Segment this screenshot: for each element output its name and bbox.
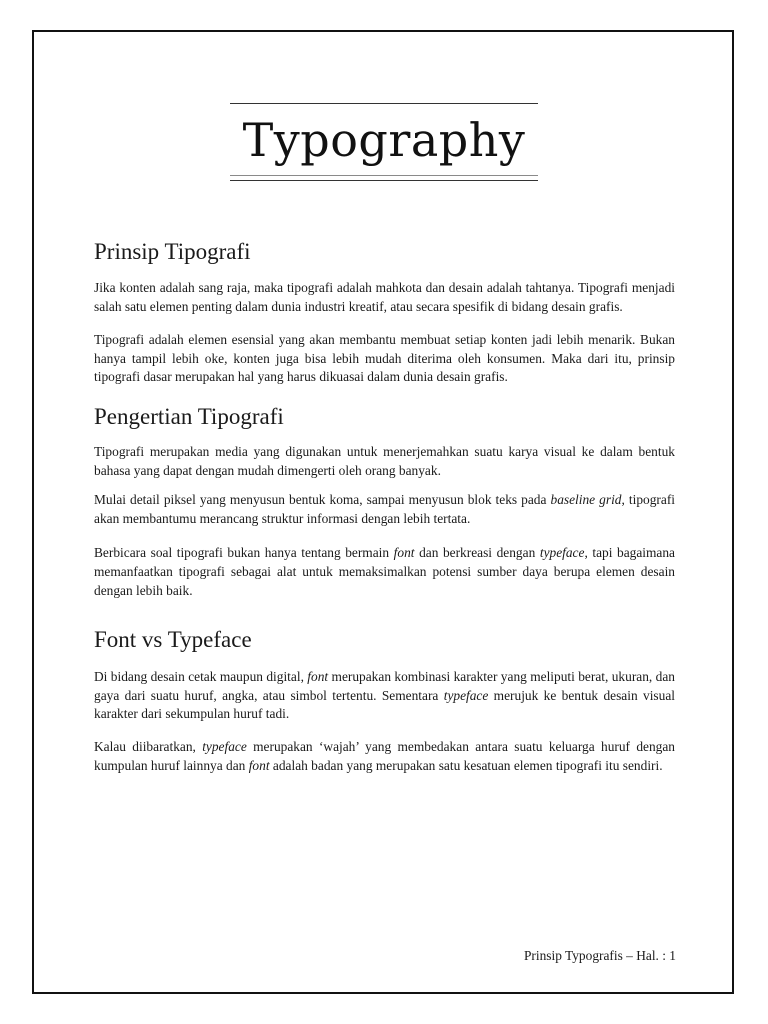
text-run: adalah badan yang merupakan satu kesatuan elemen tipografi itu sendiri.	[269, 757, 663, 773]
italic-term: typeface	[539, 545, 585, 561]
typography-logo	[230, 103, 538, 181]
italic-term: font	[248, 757, 270, 773]
paragraph	[94, 443, 675, 480]
italic-term: baseline grid	[550, 492, 622, 508]
text-run: Kalau diibaratkan,	[94, 738, 203, 754]
logo-text: Typography	[242, 113, 526, 167]
text-run: , tapi bagaimana memanfaatkan tipografi sebagai alat untuk memaksimalkan potensi sumber daya berupa elemen desain dengan lebih baik.	[94, 545, 676, 598]
logo-rule-bottom-inner	[230, 175, 538, 176]
text-run: dan berkreasi dengan	[414, 545, 540, 561]
paragraph	[94, 544, 675, 600]
text-run: , tipografi akan membantumu merancang struktur informasi dengan lebih tertata.	[94, 492, 676, 526]
heading-font-vs-typeface: Font vs Typeface	[94, 627, 252, 653]
italic-term: font	[307, 669, 329, 685]
text-run: Di bidang desain cetak maupun digital,	[94, 669, 308, 685]
text-run: merupakan ‘wajah’ yang membedakan antara suatu keluarga huruf dengan kumpulan huruf lainnya dan	[94, 738, 675, 773]
text-run: Jika konten adalah sang raja, maka tipografi adalah mahkota dan desain adalah tahtanya. Tipografi menjadi salah satu elemen penting dalam dunia industri kreatif, atau secara spesifik di bidang desain grafis.	[94, 280, 675, 314]
text-run: merujuk ke bentuk desain visual karakter dari sekumpulan huruf tadi.	[94, 687, 675, 722]
logo-rule-bottom	[230, 180, 538, 181]
paragraph	[94, 738, 675, 775]
paragraph	[94, 331, 675, 387]
logo-rule-top	[230, 103, 538, 104]
heading-prinsip-tipografi: Prinsip Tipografi	[94, 239, 251, 264]
text-run: Tipografi merupakan media yang digunakan untuk menerjemahkan suatu karya visual ke dalam bentuk bahasa yang dapat dengan mudah dimengerti oleh orang banyak.	[94, 443, 675, 478]
paragraph	[94, 279, 675, 316]
heading-pengertian-tipografi: Pengertian Tipografi	[94, 403, 284, 429]
italic-term: typeface	[443, 687, 489, 703]
document-body	[94, 238, 675, 775]
text-run: merupakan kombinasi karakter yang meliputi berat, ukuran, dan gaya dari suatu huruf, angka, atau simbol tertentu. Sementara	[94, 669, 675, 703]
italic-term: font	[393, 545, 415, 561]
text-run: Tipografi adalah elemen esensial yang akan membantu membuat setiap konten jadi lebih menarik. Bukan hanya tampil lebih oke, konten juga bisa lebih mudah diterima oleh konsumen. Maka dari itu, prinsip tipografi dasar merupakan hal yang harus dikuasai dalam dunia desain grafis.	[94, 332, 675, 385]
paragraph	[94, 668, 675, 724]
text-run: Mulai detail piksel yang menyusun bentuk koma, sampai menyusun blok teks pada	[94, 492, 551, 508]
paragraph	[94, 491, 675, 528]
page-footer: Prinsip Typografis – Hal. : 1	[523, 948, 676, 963]
italic-term: typeface	[202, 738, 247, 754]
text-run: Berbicara soal tipografi bukan hanya tentang bermain	[94, 545, 394, 561]
